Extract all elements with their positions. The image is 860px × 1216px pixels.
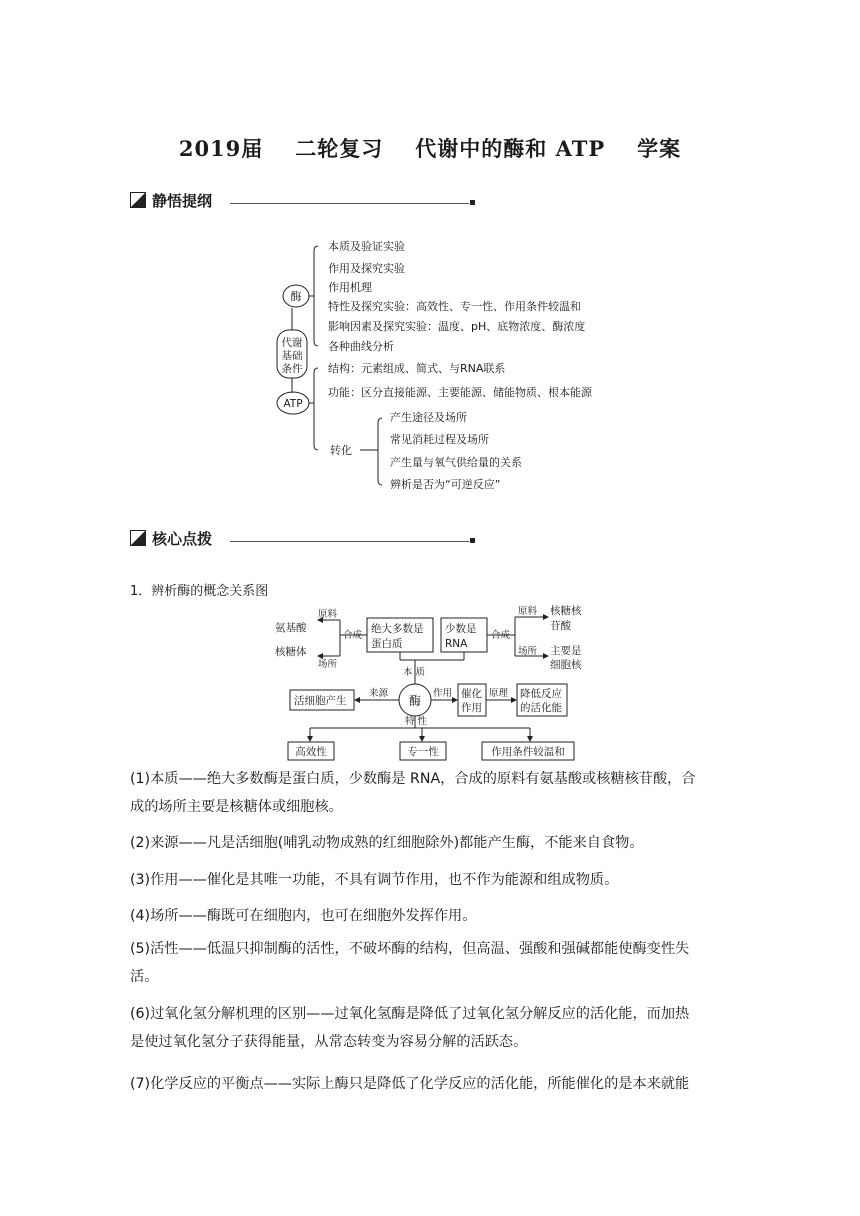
protein-line-2: 蛋白质 bbox=[371, 638, 403, 650]
paragraph-line: (7)化学反应的平衡点——实际上酶只是降低了化学反应的活化能，所能催化的是本来就能 bbox=[130, 1076, 690, 1092]
raw-material-left: 原料 bbox=[318, 609, 338, 620]
site-right: 场所 bbox=[518, 646, 538, 657]
conversion-item: 常见消耗过程及场所 bbox=[390, 433, 489, 446]
paragraph-3 bbox=[130, 866, 732, 894]
paragraph-5 bbox=[130, 935, 732, 991]
essence-label: 本 质 bbox=[403, 667, 426, 678]
catalysis-line-2: 作用 bbox=[461, 702, 482, 714]
section-rule bbox=[230, 203, 469, 204]
title-type: 学案 bbox=[637, 136, 682, 161]
conversion-item: 产生途径及场所 bbox=[390, 411, 467, 424]
paragraph-7 bbox=[130, 1070, 732, 1098]
root-line-1: 代谢 bbox=[281, 337, 303, 349]
ribosome: 核糖体 bbox=[275, 646, 307, 658]
nucleus-line-2: 细胞核 bbox=[550, 659, 582, 671]
paragraph-4 bbox=[130, 902, 732, 930]
paragraph-line: (4)场所——酶既可在细胞内，也可在细胞外发挥作用。 bbox=[130, 908, 477, 924]
paragraph-line: 活。 bbox=[130, 969, 159, 985]
section-rule-end bbox=[470, 200, 475, 205]
section-header-outline bbox=[130, 190, 475, 210]
title-topic: 代谢中的酶和 ATP bbox=[415, 136, 606, 161]
enzyme-item: 影响因素及探究实验：温度、pH、底物浓度、酶浓度 bbox=[328, 320, 586, 333]
specificity: 专一性 bbox=[407, 746, 439, 758]
enzyme-item: 各种曲线分析 bbox=[328, 340, 394, 353]
outline-tree bbox=[270, 235, 600, 495]
enzyme-node: 酶 bbox=[290, 290, 302, 303]
enzyme-item: 作用及探究实验 bbox=[328, 262, 405, 275]
title-year: 2019届 bbox=[178, 136, 264, 161]
amino-acid: 氨基酸 bbox=[275, 622, 307, 634]
protein-line-1: 绝大多数是 bbox=[371, 623, 424, 635]
enzyme-center: 酶 bbox=[408, 694, 422, 708]
activation-line-1: 降低反应 bbox=[520, 688, 562, 700]
nucleotide-line-1: 核糖核 bbox=[550, 605, 582, 617]
principle-label: 原理 bbox=[489, 688, 509, 699]
paragraph-line: (5)活性——低温只抑制酶的活性，不破坏酶的结构，但高温、强酸和强碱都能使酶变性失 bbox=[130, 941, 690, 957]
section-label: 静悟提纲 bbox=[152, 192, 213, 210]
atp-node: ATP bbox=[283, 398, 303, 410]
high-efficiency: 高效性 bbox=[295, 746, 327, 758]
paragraph-line: (6)过氧化氢分解机理的区别——过氧化氢酶是降低了过氧化氢分解反应的活化能，而加热 bbox=[130, 1006, 690, 1022]
property-label: 特 性 bbox=[405, 716, 428, 727]
root-line-2: 基础 bbox=[281, 350, 303, 362]
conversion-label: 转化 bbox=[330, 444, 352, 457]
section-rule bbox=[230, 541, 469, 542]
paragraph-line: (3)作用——催化是其唯一功能，不具有调节作用，也不作为能源和组成物质。 bbox=[130, 872, 619, 888]
section-header-core bbox=[130, 528, 475, 548]
source-label: 来源 bbox=[369, 688, 389, 699]
enzyme-item: 特性及探究实验：高效性、专一性、作用条件较温和 bbox=[328, 300, 581, 313]
section-marker-icon bbox=[130, 192, 146, 208]
paragraph-1 bbox=[130, 765, 732, 821]
concept-map bbox=[270, 600, 590, 762]
section-rule-end bbox=[470, 538, 475, 543]
enzyme-item: 本质及验证实验 bbox=[328, 240, 405, 253]
paragraph-line: 是使过氧化氢分子获得能量，从常态转变为容易分解的活跃态。 bbox=[130, 1034, 528, 1050]
paragraph-line: 成的场所主要是核糖体或细胞核。 bbox=[130, 799, 343, 815]
root-line-3: 条件 bbox=[281, 363, 303, 375]
raw-material-right: 原料 bbox=[518, 606, 538, 617]
activation-line-2: 的活化能 bbox=[520, 702, 562, 714]
synthesis-right: 合成 bbox=[491, 630, 511, 641]
rna-line-1: 少数是 bbox=[445, 623, 477, 635]
conversion-item: 产生量与氧气供给量的关系 bbox=[390, 456, 522, 469]
atp-item: 结构：元素组成、简式、与RNA联系 bbox=[328, 362, 506, 375]
paragraph-line: (2)来源——凡是活细胞(哺乳动物成熟的红细胞除外)都能产生酶，不能来自食物。 bbox=[130, 835, 644, 851]
paragraph-6 bbox=[130, 1000, 732, 1056]
title-series: 二轮复习 bbox=[295, 136, 384, 161]
catalysis-line-1: 催化 bbox=[461, 688, 482, 700]
function-label: 作用 bbox=[433, 688, 453, 699]
document-title bbox=[0, 133, 860, 163]
nucleotide-line-2: 苷酸 bbox=[550, 620, 571, 632]
enzyme-item: 作用机理 bbox=[328, 281, 372, 294]
living-cell: 活细胞产生 bbox=[294, 695, 347, 707]
site-left: 场所 bbox=[318, 659, 338, 670]
paragraph-line: (1)本质——绝大多数酶是蛋白质，少数酶是 RNA，合成的原料有氨基酸或核糖核苷酸，合 bbox=[130, 771, 696, 787]
nucleus-line-1: 主要是 bbox=[550, 645, 582, 657]
paragraph-2 bbox=[130, 829, 732, 857]
section-marker-icon bbox=[130, 530, 146, 546]
mild-conditions: 作用条件较温和 bbox=[491, 746, 565, 758]
atp-item: 功能：区分直接能源、主要能源、储能物质、根本能源 bbox=[328, 386, 592, 399]
subheading: 1．辨析酶的概念关系图 bbox=[130, 584, 269, 599]
rna-line-2: RNA bbox=[445, 638, 468, 650]
section-label: 核心点拨 bbox=[152, 530, 213, 548]
synthesis-left: 合成 bbox=[343, 630, 363, 641]
conversion-item: 辨析是否为“可逆反应” bbox=[390, 478, 501, 491]
